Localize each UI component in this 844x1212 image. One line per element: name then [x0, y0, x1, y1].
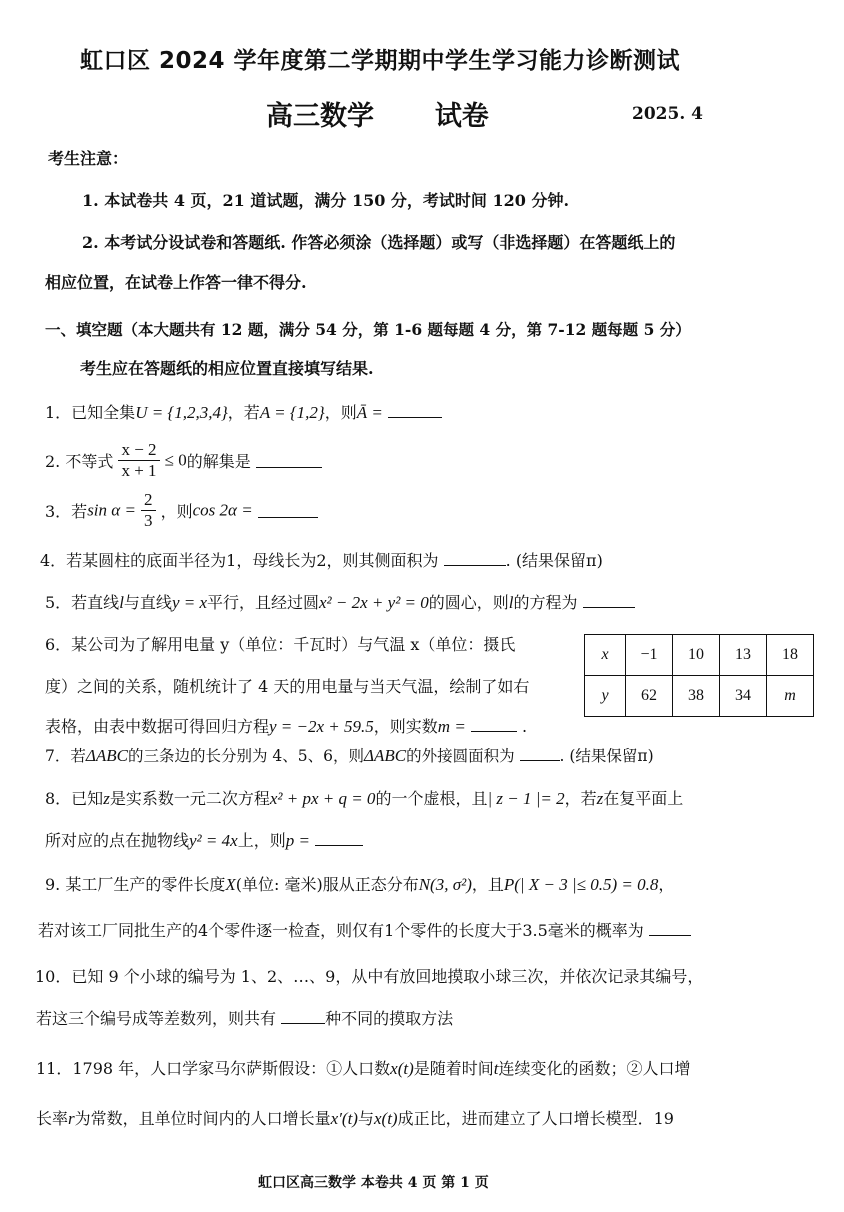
answer-blank-3[interactable] — [258, 503, 318, 518]
subject-label: 高三数学 — [266, 101, 374, 132]
x-value-cell: 10 — [673, 635, 720, 676]
exam-date: 2025. 4 — [632, 104, 703, 124]
section-1-heading: 一、填空题（本大题共有 12 题，满分 54 分，第 1-6 题每题 4 分，第 7-12 题每题 5 分） — [45, 320, 691, 339]
question-11-line-1: 11．1798 年，人口学家马尔萨斯假设：①人口数x(t)是随着时间t连续变化的函数；②人口增 — [36, 1059, 691, 1078]
answer-blank-1[interactable] — [388, 403, 442, 418]
table-row-x — [585, 635, 814, 676]
x-value-cell: −1 — [626, 635, 673, 676]
answer-blank-4[interactable] — [444, 551, 506, 566]
question-6-line-2: 度）之间的关系，随机统计了 4 天的用电量与当天气温，绘制了如右 — [45, 677, 530, 696]
question-7: 7．若ΔABC的三条边的长分别为 4、5、6，则ΔABC的外接圆面积为 . (结果保留π) — [45, 746, 654, 765]
notice-item-2-line-1: 2. 本考试分设试卷和答题纸. 作答必须涂（选择题）或写（非选择题）在答题纸上的 — [82, 233, 676, 252]
fraction-q3: $\frac{2}{3}$ — [141, 490, 156, 531]
y-value-cell: m — [767, 676, 814, 717]
y-header-cell: y — [585, 676, 626, 717]
answer-blank-9[interactable] — [649, 921, 691, 936]
question-6-line-3: 表格，由表中数据可得回归方程y = −2x + 59.5，则实数m = . — [45, 717, 528, 736]
answer-blank-7[interactable] — [520, 746, 560, 761]
question-1: 1．已知全集U = {1,2,3,4}，若A = {1,2}，则Ā = — [45, 400, 442, 423]
answer-blank-2[interactable] — [256, 453, 322, 468]
question-10-line-2: 若这三个编号成等差数列，则共有 种不同的摸取方法 — [36, 1009, 454, 1028]
question-8-line-2: 所对应的点在抛物线y² = 4x上，则p = — [45, 828, 363, 851]
notice-heading: 考生注意： — [48, 149, 129, 168]
question-2: 2. 不等式 $\frac{x - 2}{x + 1}$ ≤ 0的解集是 — [45, 440, 322, 481]
question-10-line-1: 10．已知 9 个小球的编号为 1、2、…、9，从中有放回地摸取小球三次，并依次记录其编号， — [35, 967, 704, 986]
section-1-instruction: 考生应在答题纸的相应位置直接填写结果. — [80, 359, 374, 378]
notice-item-1: 1. 本试卷共 4 页，21 道试题，满分 150 分，考试时间 120 分钟. — [82, 191, 570, 210]
question-3: 3．若sin α = $\frac{2}{3}$ ，则cos 2α = — [45, 490, 318, 531]
question-8-line-1: 8．已知z是实系数一元二次方程x² + px + q = 0的一个虚根，且| z − 1 |= 2，若z在复平面上 — [45, 789, 684, 808]
question-9-line-1: 9. 某工厂生产的零件长度X(单位: 毫米)服从正态分布N(3, σ²)，且P(| X − 3 |≤ 0.5) = 0.8， — [45, 875, 675, 894]
x-header-cell: x — [585, 635, 626, 676]
question-5: 5．若直线l与直线y = x平行，且经过圆x² − 2x + y² = 0的圆心，则l的方程为 — [45, 590, 635, 613]
question-9-line-2: 若对该工厂同批生产的4个零件逐一检查，则仅有1个零件的长度大于3.5毫米的概率为 — [38, 918, 691, 941]
exam-subtitle — [266, 94, 489, 133]
y-value-cell: 38 — [673, 676, 720, 717]
exam-title: 虹口区 2024 学年度第二学期期中学生学习能力诊断测试 — [80, 48, 681, 74]
page-footer: 虹口区高三数学 本卷共 4 页 第 1 页 — [258, 1175, 489, 1191]
y-value-cell: 34 — [720, 676, 767, 717]
x-value-cell: 13 — [720, 635, 767, 676]
notice-item-2-line-2: 相应位置，在试卷上作答一律不得分. — [45, 273, 307, 292]
table-row-y — [585, 676, 814, 717]
question-6-line-1: 6．某公司为了解用电量 y（单位：千瓦时）与气温 x（单位：摄氏 — [45, 635, 516, 654]
question-11-line-2: 长率r为常数，且单位时间内的人口增长量x′(t)与x(t)成正比，进而建立了人口增长模型．19 — [36, 1109, 674, 1128]
answer-blank-8[interactable] — [315, 831, 363, 846]
answer-blank-6[interactable] — [471, 717, 517, 732]
answer-blank-10[interactable] — [281, 1009, 325, 1024]
question-4: 4．若某圆柱的底面半径为1，母线长为2，则其侧面积为 . (结果保留π) — [40, 551, 603, 570]
fraction-q2: $\frac{x - 2}{x + 1}$ — [118, 440, 159, 481]
y-value-cell: 62 — [626, 676, 673, 717]
x-value-cell: 18 — [767, 635, 814, 676]
answer-blank-5[interactable] — [583, 593, 635, 608]
q6-data-table — [584, 634, 814, 717]
paper-label: 试卷 — [434, 101, 489, 132]
